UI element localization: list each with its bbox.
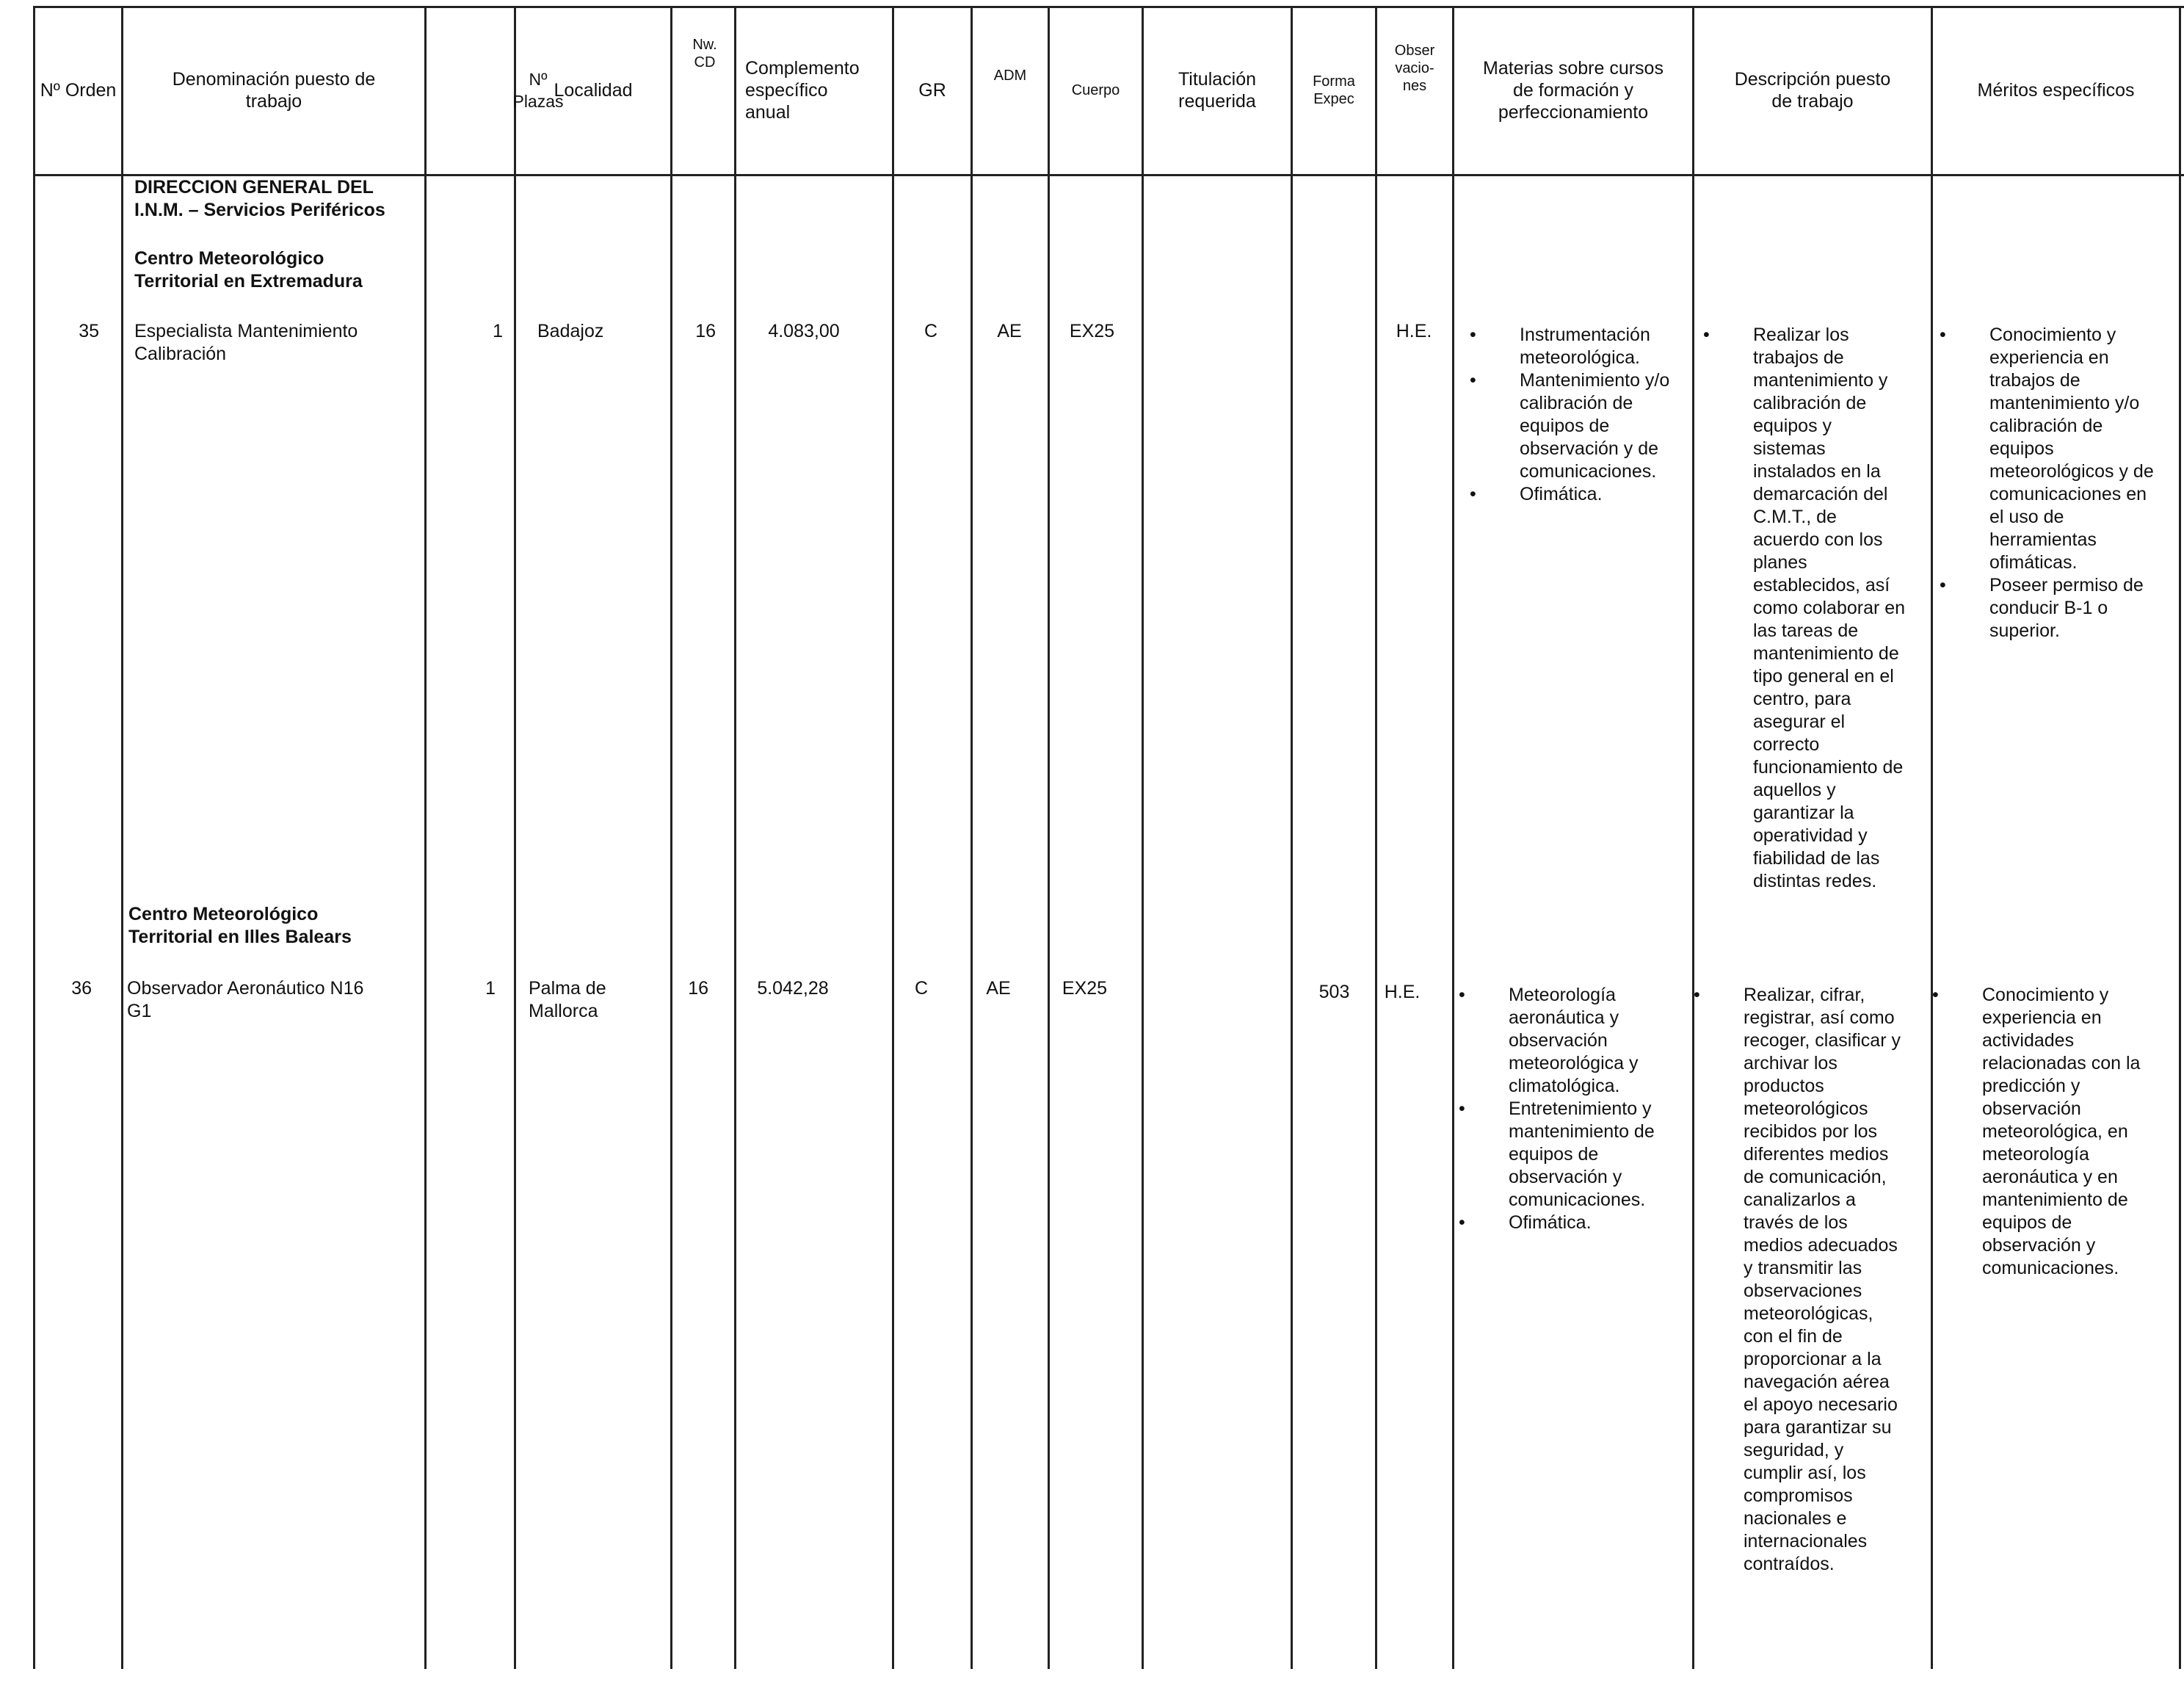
- row-forma: 503: [1318, 982, 1350, 1002]
- row-complemento: 5.042,28: [757, 978, 829, 999]
- row-denominacion: Especialista Mantenimiento Calibración: [134, 321, 358, 364]
- column-border: [121, 6, 123, 1669]
- row-meritos-list: [1982, 984, 2151, 1280]
- list-item: • Instrumentación meteorológica.: [1520, 324, 1674, 369]
- column-border: [1048, 6, 1050, 1669]
- list-item: • Conocimiento y experiencia en actividades relacionadas con la predicción y observación meteorológica, en meteorología aeronáutica y en mantenimiento de equipos de observación y comunicaciones.: [1982, 984, 2151, 1280]
- header-titulacion: Titulación requerida: [1178, 68, 1257, 112]
- column-border: [1452, 6, 1454, 1669]
- header-materias: Materias sobre cursos de formación y perfeccionamiento: [1483, 57, 1664, 123]
- header-localidad: Localidad: [554, 79, 633, 101]
- row-adm: AE: [986, 978, 1011, 999]
- header-complemento: Complemento específico anual: [745, 57, 860, 123]
- center-heading: Centro Meteorológico Territorial en Illes Balears: [128, 904, 352, 947]
- column-border: [2179, 6, 2181, 1669]
- row-orden: 36: [71, 978, 92, 999]
- list-item: • Realizar los trabajos de mantenimiento y calibración de equipos y sistemas instalados en la demarcación del C.M.T., de acuerdo con los planes establecidos, así como colaborar en las tareas de mantenimiento de tipo general en el centro, para asegurar el correcto funcionamiento de aquellos y garantizar la operatividad y fiabilidad de las distintas redes.: [1753, 324, 1907, 893]
- header-orden: Nº Orden: [40, 79, 117, 101]
- header-forma: Forma Expec: [1313, 73, 1355, 107]
- header-meritos: Méritos específicos: [1977, 79, 2135, 101]
- row-localidad: Badajoz: [537, 321, 604, 341]
- header-descripcion: Descripción puesto de trabajo: [1734, 68, 1891, 112]
- list-item: • Poseer permiso de conducir B-1 o superior.: [1989, 574, 2158, 642]
- row-gr: C: [914, 978, 929, 999]
- column-border: [1142, 6, 1144, 1669]
- list-item: • Meteorología aeronáutica y observación meteorológica y climatológica.: [1509, 984, 1670, 1098]
- row-descripcion-list: [1753, 324, 1907, 893]
- header-nivel: Nw. CD: [692, 36, 717, 70]
- row-cuerpo: EX25: [1069, 321, 1115, 341]
- list-item: • Ofimática.: [1520, 483, 1674, 506]
- column-border: [971, 6, 973, 1669]
- row-orden: 35: [79, 321, 99, 341]
- header-observaciones: Obser vacio- nes: [1394, 42, 1435, 94]
- row-plazas: 1: [485, 978, 496, 999]
- row-materias-list: [1520, 324, 1674, 506]
- row-observaciones: H.E.: [1396, 321, 1432, 341]
- list-item: • Realizar, cifrar, registrar, así como recoger, clasificar y archivar los productos meteorológicos recibidos por los diferentes medios de comunicación, canalizarlos a través de los medios adecuados y transmitir las observaciones meteorológicas, con el fin de proporcionar a la navegación aérea el apoyo necesario para garantizar su seguridad, y cumplir así, los compromisos nacionales e internacionales contraídos.: [1744, 984, 1901, 1576]
- header-adm: ADM: [993, 67, 1027, 84]
- row-gr: C: [924, 321, 938, 341]
- header-gr: GR: [918, 79, 946, 101]
- row-plazas: 1: [493, 321, 503, 341]
- row-localidad: Palma de Mallorca: [529, 978, 606, 1021]
- column-border: [1692, 6, 1694, 1669]
- row-materias-list: [1509, 984, 1670, 1234]
- header-plazas: Nº Plazas: [512, 69, 564, 111]
- header-cuerpo: Cuerpo: [1071, 82, 1120, 98]
- column-border: [734, 6, 736, 1669]
- row-nivel: 16: [688, 978, 708, 999]
- row-descripcion-list: [1744, 984, 1901, 1576]
- row-cuerpo: EX25: [1062, 978, 1108, 999]
- header-denominacion: Denominación puesto de trabajo: [172, 68, 376, 112]
- list-item: • Ofimática.: [1509, 1212, 1670, 1234]
- row-nivel: 16: [695, 321, 716, 341]
- section-title: DIRECCION GENERAL DEL I.N.M. – Servicios Periféricos: [134, 177, 385, 220]
- row-complemento: 4.083,00: [768, 321, 840, 341]
- list-item: • Entretenimiento y mantenimiento de equipos de observación y comunicaciones.: [1509, 1098, 1670, 1212]
- column-border: [424, 6, 427, 1669]
- list-item: • Mantenimiento y/o calibración de equipos de observación y de comunicaciones.: [1520, 369, 1674, 483]
- row-observaciones: H.E.: [1384, 982, 1421, 1002]
- row-adm: AE: [997, 321, 1022, 341]
- column-border: [1931, 6, 1933, 1669]
- column-border: [1291, 6, 1293, 1669]
- center-heading: Centro Meteorológico Territorial en Extremadura: [134, 248, 363, 292]
- column-border: [514, 6, 516, 1669]
- list-item: • Conocimiento y experiencia en trabajos de mantenimiento y/o calibración de equipos meteorológicos y de comunicaciones en el uso de herramientas ofimáticas.: [1989, 324, 2158, 574]
- column-border: [670, 6, 672, 1669]
- column-border: [892, 6, 894, 1669]
- column-border: [1375, 6, 1377, 1669]
- row-denominacion: Observador Aeronáutico N16 G1: [127, 978, 364, 1021]
- column-border: [33, 6, 35, 1669]
- row-meritos-list: [1989, 324, 2158, 642]
